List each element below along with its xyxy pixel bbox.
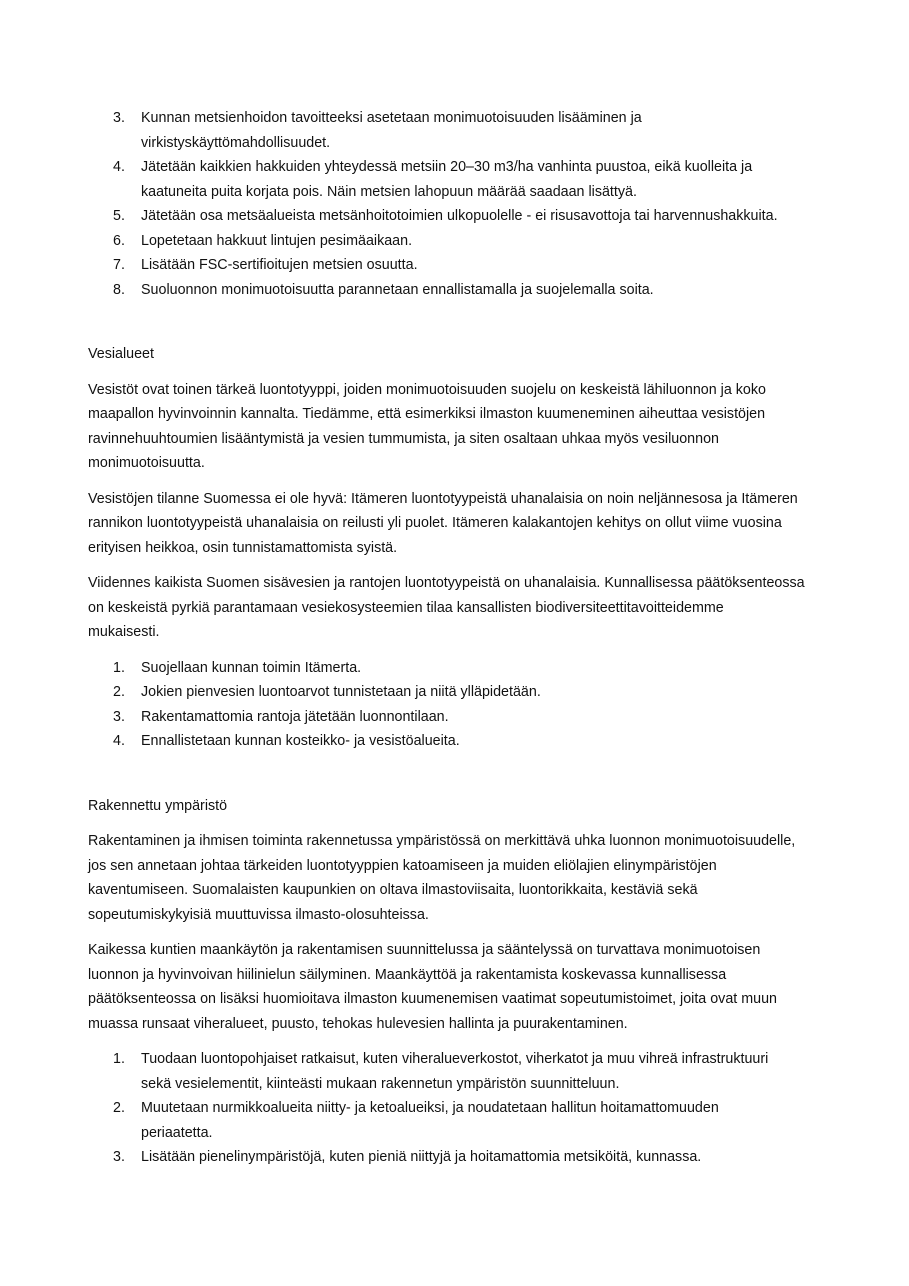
paragraph [88,487,828,561]
list-rakennettu [88,1047,828,1170]
paragraph [88,571,828,645]
list-item [88,155,828,204]
list-number: 2. [113,1100,125,1116]
text-line: Jätetään kaikkien hakkuiden yhteydessä metsiin 20–30 m3/ha vanhinta puustoa, eikä kuolleita ja [141,159,753,175]
list-top [88,106,828,302]
list-item [88,253,828,278]
text-line: Vesistöjen tilanne Suomessa ei ole hyvä: Itämeren luontotyypeistä uhanalaisia on noin neljännesosa ja Itämeren [88,490,798,507]
paragraph [88,938,828,1036]
text-line: muassa runsaat viheralueet, puusto, tehokas hulevesien hallinta ja puurakentaminen. [88,1015,628,1032]
list-text [141,253,828,278]
list-item [88,229,828,254]
list-item [88,106,828,155]
text-line: päätöksenteossa on lisäksi huomioitava ilmaston kuumenemisen vaatimat sopeutumistoimet, joita ovat muun [88,991,777,1007]
text-line: Jätetään osa metsäalueista metsänhoitotoimien ulkopuolelle - ei risusavottoja tai harvennushakkuita. [141,208,778,224]
list-text [141,1096,828,1145]
text-line: maapallon hyvinvoinnin kannalta. Tiedämme, että esimerkiksi ilmaston kuumeneminen aiheuttaa vesistöjen [88,406,766,422]
list-number: 7. [113,257,125,273]
list-item [88,680,828,705]
list-text [141,229,828,254]
paragraph [88,378,828,476]
text-line: Muutetaan nurmikkoalueita niitty- ja ketoalueiksi, ja noudatetaan hallitun hoitamattomuuden [141,1100,719,1116]
list-number: 2. [113,684,125,700]
list-number: 3. [113,1149,125,1165]
list-number: 5. [113,208,125,224]
list-number: 3. [113,708,125,725]
list-item [88,278,828,303]
list-number: 1. [113,1051,125,1067]
list-vesialueet [88,656,828,754]
list-number: 4. [113,159,125,175]
list-number: 3. [113,110,125,126]
text-line: Rakentamattomia rantoja jätetään luonnontilaan. [141,708,449,725]
list-text [141,278,828,303]
list-text [141,155,828,204]
text-line: Rakentaminen ja ihmisen toiminta rakennetussa ympäristössä on merkittävä uhka luonnon monimuotoisuudelle, [88,833,796,849]
list-item [88,705,828,730]
list-item [88,1145,828,1170]
text-line: sekä vesielementit, kiinteästi mukaan rakennetun ympäristön suunnitteluun. [141,1075,620,1092]
list-text [141,1047,828,1096]
text-line: Jokien pienvesien luontoarvot tunnistetaan ja niitä ylläpidetään. [141,684,541,700]
text-line: sopeutumiskykyisiä muuttuvissa ilmasto-olosuhteissa. [88,906,429,923]
text-line: Lisätään FSC-sertifioitujen metsien osuutta. [141,257,418,273]
list-number: 1. [113,659,125,676]
text-line: jos sen annetaan johtaa tärkeiden luontotyyppien katoamiseen ja muiden eliölajien elinympäristöjen [88,857,717,874]
text-line: Suojellaan kunnan toimin Itämerta. [141,659,362,676]
text-line: virkistyskäyttömahdollisuudet. [141,134,331,151]
text-line: on keskeistä pyrkiä parantamaan vesiekosysteemien tilaa kansallisten biodiversiteettitavoitteidemme [88,599,724,616]
list-text [141,106,828,155]
text-line: periaatetta. [141,1124,213,1141]
text-line: Kaikessa kuntien maankäytön ja rakentamisen suunnittelussa ja sääntelyssä on turvattava monimuotoisen [88,942,761,958]
list-number: 8. [113,281,125,298]
list-text [141,204,828,229]
text-line: erityisen heikkoa, osin tunnistamattomista syistä. [88,539,398,556]
list-item [88,656,828,681]
text-line: Vesistöt ovat toinen tärkeä luontotyyppi, joiden monimuotoisuuden suojelu on keskeistä lähiluonnon ja koko [88,381,766,398]
list-item [88,1047,828,1096]
text-line: Lisätään pienelinympäristöjä, kuten pieniä niittyjä ja hoitamattomia metsiköitä, kunnassa. [141,1149,702,1165]
list-number: 4. [113,733,125,749]
text-line: kaatuneita puita korjata pois. Näin metsien lahopuun määrää saadaan lisättyä. [141,183,637,200]
section-heading-rakennettu: Rakennettu ympäristö [88,797,228,814]
document-page [88,106,828,1170]
text-line: mukaisesti. [88,624,160,640]
text-line: luonnon ja hyvinvoivan hiilinielun säilyminen. Maankäyttöä ja rakentamista koskevassa kunnallisessa [88,966,727,983]
text-line: kaventumiseen. Suomalaisten kaupunkien on oltava ilmastoviisaita, luontorikkaita, kestäviä sekä [88,882,698,898]
text-line: monimuotoisuutta. [88,455,205,471]
text-line: Tuodaan luontopohjaiset ratkaisut, kuten viheralueverkostot, viherkatot ja muu vihreä infrastruktuuri [141,1051,769,1067]
section-heading-vesialueet: Vesialueet [88,346,154,362]
text-line: Ennallistetaan kunnan kosteikko- ja vesistöalueita. [141,733,460,749]
text-line: Lopetetaan hakkuut lintujen pesimäaikaan. [141,232,413,249]
text-line: Suoluonnon monimuotoisuutta parannetaan ennallistamalla ja suojelemalla soita. [141,281,654,298]
text-line: Viidennes kaikista Suomen sisävesien ja rantojen luontotyypeistä on uhanalaisia. Kunnallisessa päätöksenteossa [88,575,805,591]
paragraph [88,829,828,927]
list-item [88,204,828,229]
list-item [88,729,828,754]
list-item [88,1096,828,1145]
text-line: rannikon luontotyypeistä uhanalaisia on reilusti yli puolet. Itämeren kalakantojen kehitys on ollut viime vuosina [88,515,782,531]
list-number: 6. [113,232,125,249]
text-line: Kunnan metsienhoidon tavoitteeksi asetetaan monimuotoisuuden lisääminen ja [141,110,642,126]
text-line: ravinnehuuhtoumien lisääntymistä ja vesien tummumista, ja siten osaltaan uhkaa myös vesiluonnon [88,430,719,447]
